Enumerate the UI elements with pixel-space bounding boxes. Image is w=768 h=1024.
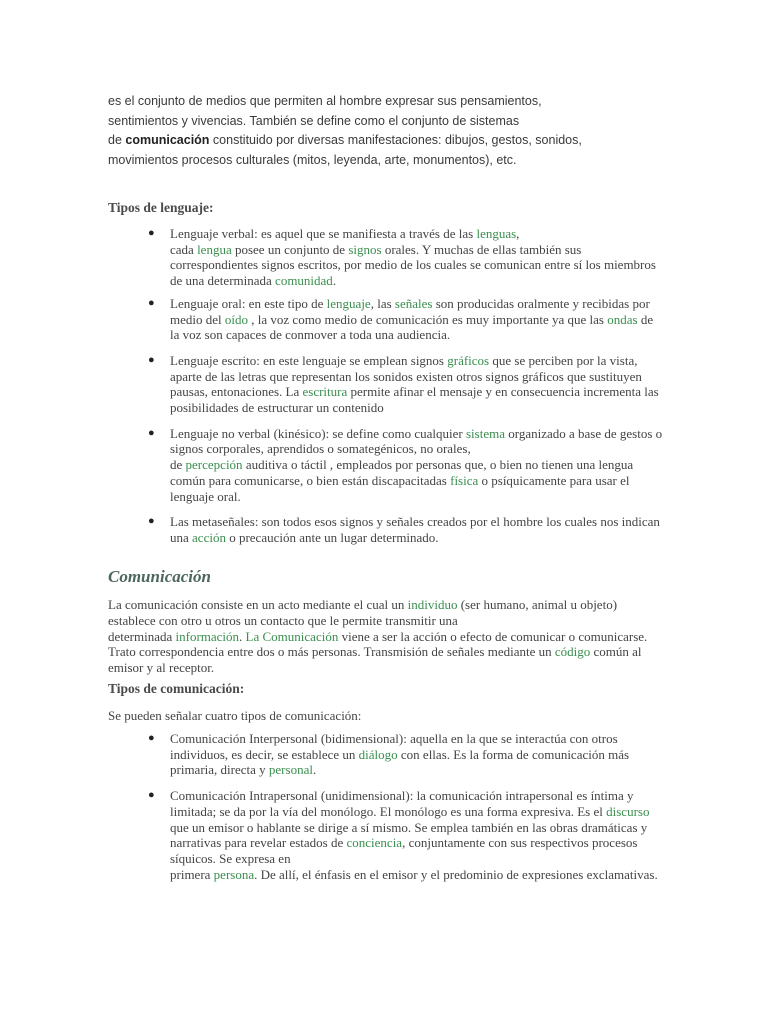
link-lenguaje[interactable]: lenguaje <box>326 295 371 311</box>
bullet-icon: ● <box>148 296 155 309</box>
text: común al emisor y al receptor. <box>108 644 642 676</box>
link-personal[interactable]: personal <box>268 762 313 778</box>
text: que un emisor o hablante se dirige a sí mismo. Se emplea también en las obras dramáticas y narrativas para revelar estados de <box>170 819 648 851</box>
link-informacion[interactable]: información <box>175 628 240 644</box>
text: Lenguaje oral: en este tipo de <box>170 295 327 311</box>
text: Lenguaje no verbal (kinésico): se define como cualquier <box>170 425 466 441</box>
text: . <box>312 762 317 778</box>
list-item <box>148 426 663 505</box>
bullet-icon: ● <box>148 353 155 366</box>
text: auditiva o táctil , empleados por personas que, o bien no tienen una lengua común para comunicarse, o bien están discapacitadas <box>170 457 634 488</box>
heading-tipos-comunicacion: Tipos de comunicación: <box>108 681 245 696</box>
text: , las <box>370 295 395 311</box>
list-tipos-lenguaje <box>148 226 663 546</box>
link-senales[interactable]: señales <box>394 295 433 311</box>
text: Comunicación Interpersonal (bidimensional): aquella en la que se interactúa con otros individuos, es decir, se establece un <box>170 731 618 762</box>
link-percepcion[interactable]: percepción <box>185 457 243 473</box>
text: , conjuntamente con sus respectivos procesos síquicos. Se expresa en <box>170 835 638 866</box>
text: posee un conjunto de <box>231 241 349 257</box>
list-tipos-comunicacion <box>148 731 663 882</box>
text: de <box>170 457 186 473</box>
text: viene a ser la acción o efecto de comunicar o comunicarse. Trato correspondencia entre dos o más personas. Transmisión de señales mediante un <box>108 628 648 660</box>
text: , la voz como medio de comunicación es muy importante ya que las <box>248 311 608 327</box>
text: determinada <box>108 628 176 644</box>
list-item <box>148 353 663 416</box>
text: permite afinar el mensaje y en consecuencia incrementa las posibilidades de estructurar un contenido <box>170 384 659 416</box>
text: Lenguaje escrito: en este lenguaje se emplean signos <box>170 352 448 368</box>
text: o precaución ante un lugar determinado. <box>225 529 439 545</box>
list-item <box>148 296 663 343</box>
text: organizado a base de gestos o signos corporales, aprendidos o somategénicos, no orales, <box>170 425 663 457</box>
text: primera <box>170 866 214 882</box>
text: o psíquicamente para usar el lenguaje oral. <box>170 472 630 504</box>
bullet-icon: ● <box>148 227 155 239</box>
text: orales. Y muchas de ellas también sus correspondientes signos escritos, por medio de los cuales se comunican entre sí los miembros de una determinada <box>170 241 656 289</box>
list-item <box>148 226 663 289</box>
heading-comunicacion: Comunicación <box>108 567 211 586</box>
link-sistema[interactable]: sistema <box>466 425 505 441</box>
tipos-comunicacion-intro: Se pueden señalar cuatro tipos de comunicación: <box>108 708 362 723</box>
heading-tipos-lenguaje: Tipos de lenguaje: <box>108 200 214 215</box>
link-discurso[interactable]: discurso <box>606 803 650 819</box>
bullet-icon: ● <box>148 426 155 439</box>
bullet-icon: ● <box>148 515 155 528</box>
link-ondas[interactable]: ondas <box>607 311 638 327</box>
link-lenguas[interactable]: lenguas <box>476 226 517 241</box>
link-lengua[interactable]: lengua <box>197 241 232 257</box>
link-la-comunicacion[interactable]: La Comunicación <box>245 628 339 644</box>
intro-bold-term: comunicación <box>125 133 210 148</box>
link-signos[interactable]: signos <box>348 241 382 257</box>
list-item <box>148 731 663 778</box>
text: La comunicación consiste en un acto mediante el cual un <box>108 597 408 612</box>
list-item <box>148 788 663 882</box>
link-conciencia[interactable]: conciencia <box>346 835 403 851</box>
link-individuo[interactable]: individuo <box>407 597 458 612</box>
link-dialogo[interactable]: diálogo <box>358 746 398 762</box>
link-persona[interactable]: persona <box>213 866 255 882</box>
link-comunidad[interactable]: comunidad <box>275 273 333 289</box>
text: Comunicación Intrapersonal (unidimensional): la comunicación intrapersonal es íntima y limitada; se da por la vía del monólogo. El monólogo es una forma expresiva. Es el <box>170 788 634 819</box>
comunicacion-paragraph <box>108 597 648 676</box>
text: Lenguaje verbal: es aquel que se manifiesta a través de las <box>170 226 477 241</box>
link-fisica[interactable]: física <box>450 472 479 488</box>
text: Las metaseñales: son todos esos signos y señales creados por el hombre los cuales nos indican una <box>170 514 660 545</box>
link-graficos[interactable]: gráficos <box>447 352 490 368</box>
link-accion[interactable]: acción <box>192 529 226 545</box>
text: de la voz son capaces de conmover a toda una audiencia. <box>170 311 654 343</box>
text: , <box>516 226 520 241</box>
intro-paragraph <box>108 92 628 170</box>
link-codigo[interactable]: código <box>554 644 591 660</box>
intro-text: de <box>108 133 126 148</box>
intro-line: es el conjunto de medios que permiten al hombre expresar sus pensamientos, <box>108 94 542 108</box>
link-escritura[interactable]: escritura <box>302 384 348 400</box>
bullet-icon: ● <box>148 789 155 802</box>
bullet-icon: ● <box>148 732 155 744</box>
text: con ellas. Es la forma de comunicación más primaria, directa y <box>170 746 630 778</box>
text: que se perciben por la vista, aparte de las letras que representan los sonidos existen otros signos gráficos que sustituyen pausas, entonaciones. La <box>170 352 642 400</box>
intro-text: constituido por diversas manifestaciones: dibujos, gestos, sonidos, <box>209 133 582 148</box>
intro-line <box>108 131 628 151</box>
link-oido[interactable]: oído <box>224 311 249 327</box>
text: . <box>332 273 337 289</box>
intro-line: movimientos procesos culturales (mitos, leyenda, arte, monumentos), etc. <box>108 152 517 167</box>
text: . De allí, el énfasis en el emisor y el predominio de expresiones exclamativas. <box>254 866 658 882</box>
text: (ser humano, animal u objeto) establece con otro u otros un contacto que le permite transmitir una <box>108 597 618 628</box>
list-item <box>148 514 663 545</box>
intro-line: sentimientos y vivencias. También se define como el conjunto de sistemas <box>108 113 520 128</box>
text: cada <box>170 241 198 257</box>
text: . <box>239 628 246 644</box>
text: son producidas oralmente y recibidas por medio del <box>170 295 650 327</box>
